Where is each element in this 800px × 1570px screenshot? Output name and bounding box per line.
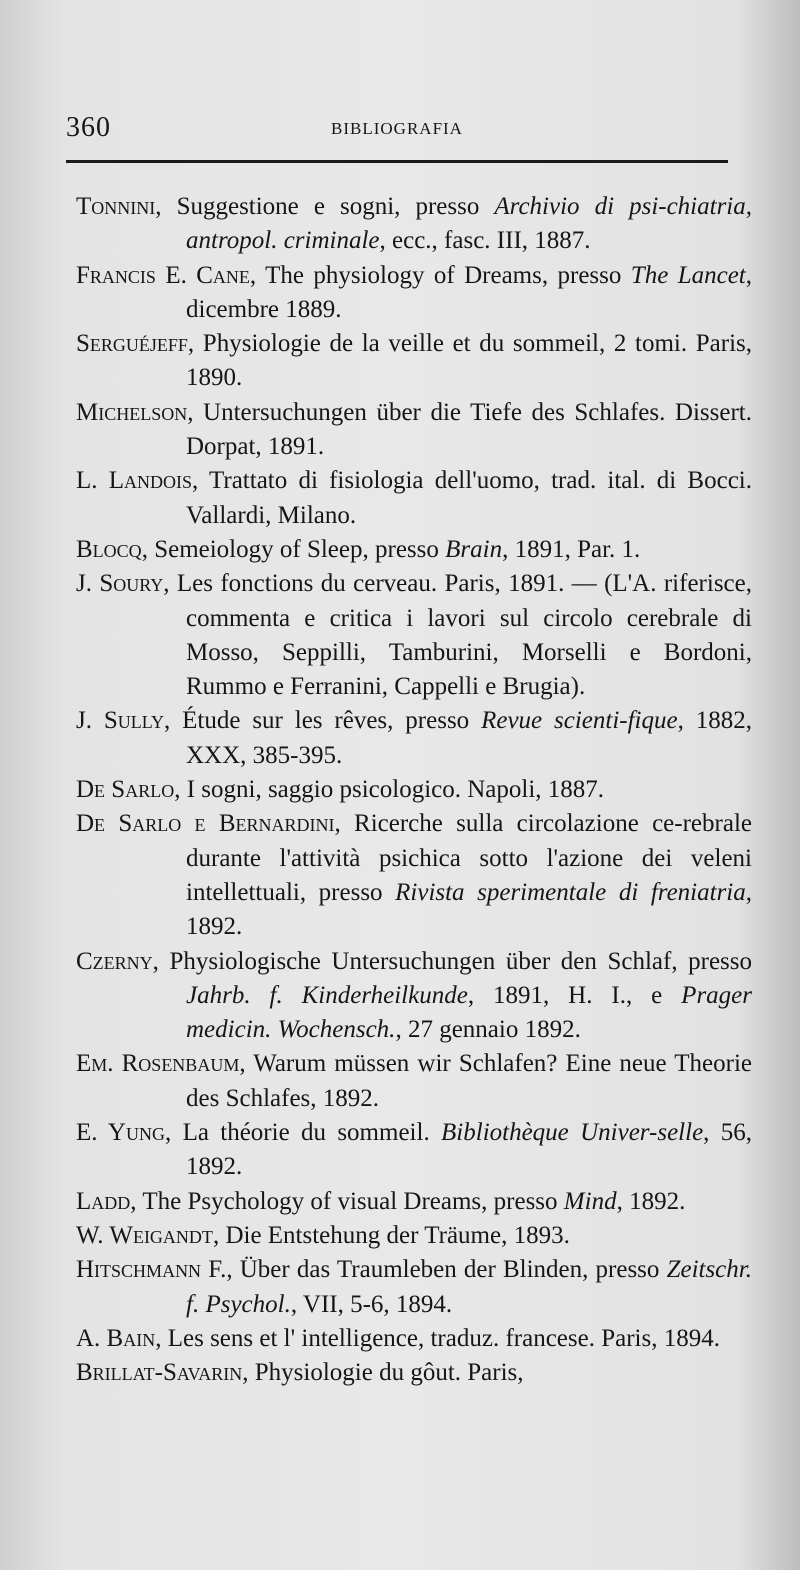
entry-author: Em. Rosenbaum	[76, 1050, 240, 1078]
entry-author: De Sarlo e Bernardini	[76, 810, 335, 838]
entry-author: L. Landois	[76, 467, 192, 495]
entry-author: Serguéjeff	[76, 330, 188, 358]
bibliography-entry	[66, 1322, 752, 1356]
page-number: 360	[66, 112, 111, 143]
entry-text: , I sogni, saggio psicologico. Napoli, 1887.	[174, 776, 605, 804]
entry-source: Mind	[563, 1187, 617, 1215]
bibliography-entry	[66, 259, 752, 328]
entry-text: , Suggestione e sogni, presso	[155, 193, 495, 220]
bibliography-entry	[66, 1185, 752, 1219]
page-header	[66, 112, 728, 152]
entry-author: De Sarlo	[76, 776, 175, 804]
entry-source: Archivio di psi-chiatria, antropol. criminale	[186, 193, 753, 255]
bibliography-entry	[66, 1356, 752, 1390]
bibliography-entry	[66, 190, 752, 259]
entry-author: Brillat-Savarin	[76, 1359, 243, 1387]
entry-rest: , 1882, XXX, 385-395.	[186, 707, 752, 769]
entry-rest: , 1891, Par. 1.	[502, 535, 641, 563]
entry-text: , Über das Traumleben der Blinden, presso	[226, 1256, 667, 1284]
entry-text: , Semeiology of Sleep, presso	[141, 535, 446, 563]
bibliography-entry	[66, 807, 752, 944]
entry-text: , Physiologische Untersuchungen über den Schlaf, presso	[152, 947, 752, 975]
entry-source: Brain	[445, 535, 503, 563]
entry-author: Michelson	[76, 398, 188, 426]
entry-rest: , 1892.	[616, 1187, 686, 1215]
entry-author: Tonnini	[76, 193, 156, 220]
entry-source: Rivista sperimentale di freniatria	[395, 878, 746, 906]
entry-rest: , 1892.	[186, 878, 752, 941]
bibliography-entry	[66, 327, 752, 396]
bibliography-entry	[66, 1253, 752, 1322]
bibliography-list	[66, 190, 752, 1390]
entry-text: , Physiologie de la veille et du sommeil, 2 tomi. Paris, 1890.	[186, 330, 752, 392]
bibliography-entry	[66, 567, 752, 704]
bibliography-entry	[66, 1116, 752, 1185]
entry-author: Hitschmann F.	[76, 1256, 227, 1284]
entry-source-2: Prager medicin. Wochensch.	[186, 981, 752, 1044]
entry-text: , Physiologie du gôut. Paris,	[242, 1359, 524, 1387]
entry-source: Zeitschr. f. Psychol.	[186, 1256, 752, 1318]
entry-rest-2: , 27 gennaio 1892.	[395, 1016, 581, 1044]
entry-source: Jahrb. f. Kinderheilkunde	[186, 981, 468, 1009]
entry-author: J. Sully	[76, 707, 164, 735]
bibliography-entry	[66, 1047, 752, 1116]
entry-text: , Étude sur les rêves, presso	[163, 707, 482, 735]
entry-rest: , dicembre 1889.	[186, 261, 752, 323]
entry-text: , The Psychology of visual Dreams, presso	[130, 1187, 564, 1215]
bibliography-entry	[66, 945, 752, 1048]
entry-author: W. Weigandt	[76, 1221, 213, 1249]
entry-text: , Ricerche sulla circolazione ce-rebrale durante l'attività psichica sotto l'azione dei veleni intellettuali, presso	[186, 810, 752, 906]
entry-author: Francis E. Cane	[76, 261, 250, 289]
running-head: BIBLIOGRAFIA	[331, 119, 463, 138]
entry-text: , The physiology of Dreams, presso	[249, 261, 631, 289]
entry-author: J. Soury	[76, 570, 164, 598]
entry-rest: , VII, 5-6, 1894.	[290, 1290, 453, 1318]
entry-text: , Les fonctions du cerveau. Paris, 1891. — (L'A. riferisce, commenta e critica i lavori sul circolo cerebrale di Mosso, Seppilli, Tamburini, Morselli e Bordoni, Rummo e Ferranini, Cappelli e Brugia).	[163, 570, 752, 701]
entry-author: Ladd	[76, 1187, 131, 1215]
entry-text: , Untersuchungen über die Tiefe des Schlafes. Dissert. Dorpat, 1891.	[186, 398, 752, 461]
bibliography-entry	[66, 704, 752, 773]
entry-source: The Lancet	[630, 261, 746, 289]
entry-text: , La théorie du sommeil.	[164, 1119, 442, 1147]
entry-text: , Warum müssen wir Schlafen? Eine neue Theorie des Schlafes, 1892.	[186, 1050, 752, 1112]
entry-rest: , 56, 1892.	[186, 1119, 753, 1181]
bibliography-entry	[66, 396, 752, 465]
entry-author: A. Bain	[76, 1324, 156, 1352]
entry-author: Blocq	[76, 535, 142, 563]
entry-author: E. Yung	[76, 1119, 165, 1147]
entry-rest: , 1891, H. I., e	[467, 981, 682, 1009]
entry-source: Revue scienti-fique	[481, 707, 678, 735]
entry-text: , Die Entstehung der Träume, 1893.	[212, 1221, 570, 1249]
entry-text: , Les sens et l' intelligence, traduz. francese. Paris, 1894.	[155, 1324, 720, 1352]
bibliography-entry	[66, 1219, 752, 1253]
header-rule	[66, 160, 728, 163]
bibliography-entry	[66, 464, 752, 533]
bibliography-entry	[66, 773, 752, 807]
entry-text: , Trattato di fisiologia dell'uomo, trad. ital. di Bocci. Vallardi, Milano.	[186, 467, 752, 529]
entry-source: Bibliothèque Univer-selle	[441, 1119, 704, 1147]
bibliography-entry	[66, 533, 752, 567]
entry-author: Czerny	[76, 947, 153, 975]
entry-rest: , ecc., fasc. III, 1887.	[379, 227, 591, 255]
